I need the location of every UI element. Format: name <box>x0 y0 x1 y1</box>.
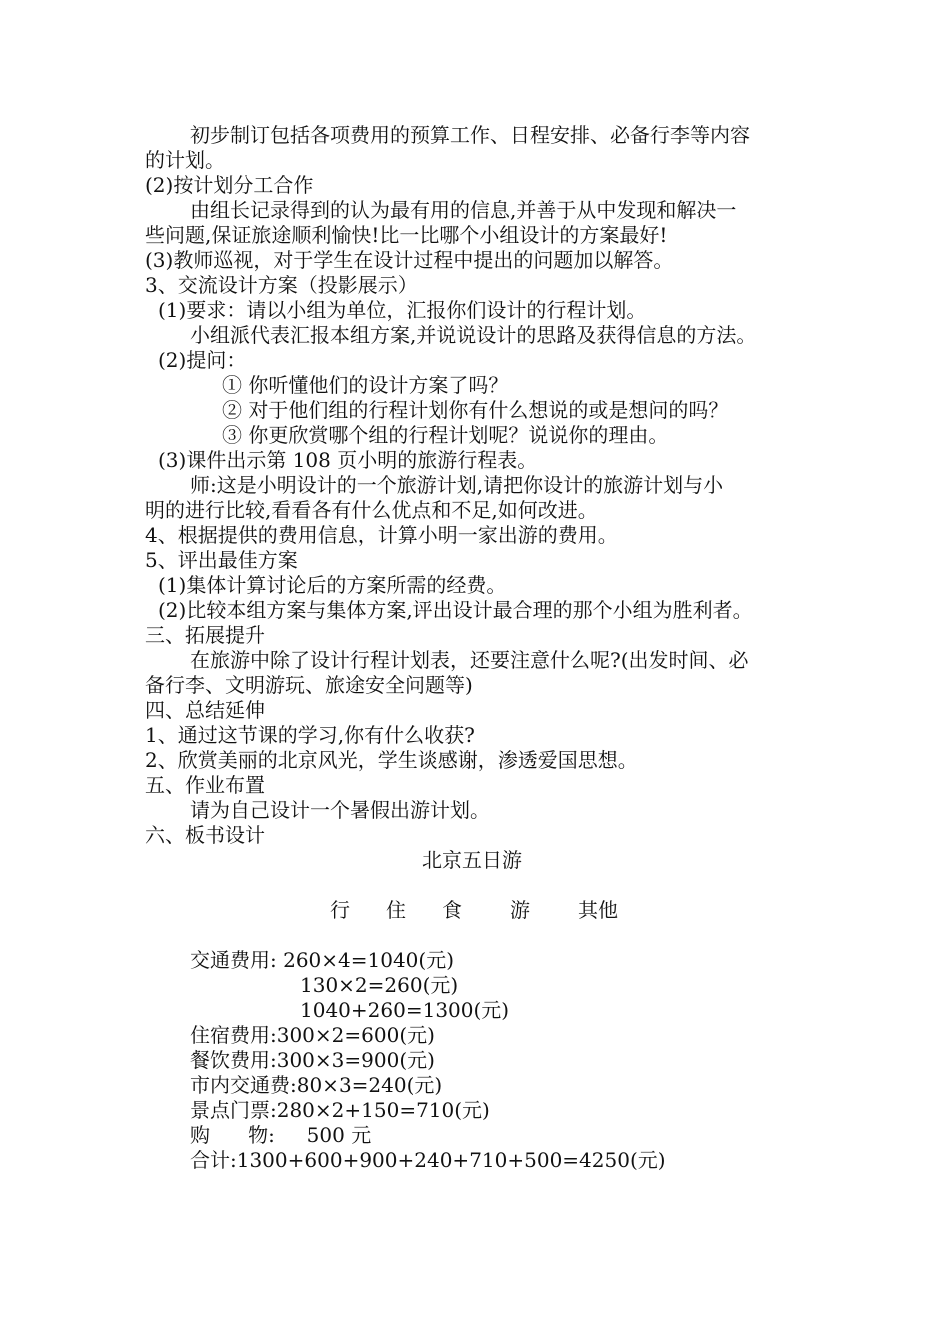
text-line: 请为自己设计一个暑假出游计划。 <box>190 798 490 822</box>
calc-line: 交通费用: 260×4=1040(元) <box>190 948 455 972</box>
section-heading: 5、评出最佳方案 <box>145 548 298 572</box>
text-line: ③ 你更欣赏哪个组的行程计划呢？说说你的理由。 <box>222 423 669 447</box>
calc-line: 1040+260=1300(元) <box>300 998 510 1022</box>
board-column-label: 行 <box>330 898 350 922</box>
text-line: ② 对于他们组的行程计划你有什么想说的或是想问的吗？ <box>222 398 729 422</box>
text-line: 初步制订包括各项费用的预算工作、日程安排、必备行李等内容 <box>190 123 750 147</box>
calc-line: 130×2=260(元) <box>300 973 459 997</box>
text-line: (2)提问： <box>158 348 247 372</box>
board-column-label: 其他 <box>578 898 618 922</box>
text-line: 明的进行比较,看看各有什么优点和不足,如何改进。 <box>145 498 598 522</box>
text-line: 备行李、文明游玩、旅途安全问题等) <box>145 673 473 697</box>
text-line: 1、通过这节课的学习,你有什么收获? <box>145 723 475 747</box>
text-line: 师:这是小明设计的一个旅游计划,请把你设计的旅游计划与小 <box>190 473 724 497</box>
section-heading: 五、作业布置 <box>145 773 265 797</box>
text-line: (1)集体计算讨论后的方案所需的经费。 <box>158 573 507 597</box>
section-heading: 三、拓展提升 <box>145 623 265 647</box>
text-line: (2)按计划分工合作 <box>145 173 314 197</box>
board-title: 北京五日游 <box>422 848 522 872</box>
section-heading: 4、根据提供的费用信息，计算小明一家出游的费用。 <box>145 523 618 547</box>
section-heading: 3、交流设计方案（投影展示） <box>145 273 418 297</box>
section-heading: 六、板书设计 <box>145 823 265 847</box>
section-heading: 四、总结延伸 <box>145 698 265 722</box>
text-line: (3)教师巡视，对于学生在设计过程中提出的问题加以解答。 <box>145 248 674 272</box>
text-line: ① 你听懂他们的设计方案了吗？ <box>222 373 509 397</box>
text-line: 些问题,保证旅途顺利愉快!比一比哪个小组设计的方案最好! <box>145 223 668 247</box>
text-line: 由组长记录得到的认为最有用的信息,并善于从中发现和解决一 <box>190 198 737 222</box>
text-line: (3)课件出示第 108 页小明的旅游行程表。 <box>158 448 538 472</box>
text-line: 的计划。 <box>145 148 225 172</box>
calc-line: 住宿费用:300×2=600(元) <box>190 1023 435 1047</box>
board-column-label: 住 <box>386 898 406 922</box>
text-line: 在旅游中除了设计行程计划表，还要注意什么呢?(出发时间、必 <box>190 648 749 672</box>
text-line: (1)要求：请以小组为单位，汇报你们设计的行程计划。 <box>158 298 647 322</box>
calc-line: 购 物: 500 元 <box>190 1123 372 1147</box>
text-line: 小组派代表汇报本组方案,并说说设计的思路及获得信息的方法。 <box>190 323 757 347</box>
calc-line: 餐饮费用:300×3=900(元) <box>190 1048 435 1072</box>
text-line: 2、欣赏美丽的北京风光，学生谈感谢，渗透爱国思想。 <box>145 748 638 772</box>
calc-line: 景点门票:280×2+150=710(元) <box>190 1098 490 1122</box>
board-column-label: 游 <box>510 898 530 922</box>
calc-line: 市内交通费:80×3=240(元) <box>190 1073 443 1097</box>
calc-total-line: 合计:1300+600+900+240+710+500=4250(元) <box>190 1148 666 1172</box>
text-line: (2)比较本组方案与集体方案,评出设计最合理的那个小组为胜利者。 <box>158 598 753 622</box>
board-column-label: 食 <box>442 898 462 922</box>
